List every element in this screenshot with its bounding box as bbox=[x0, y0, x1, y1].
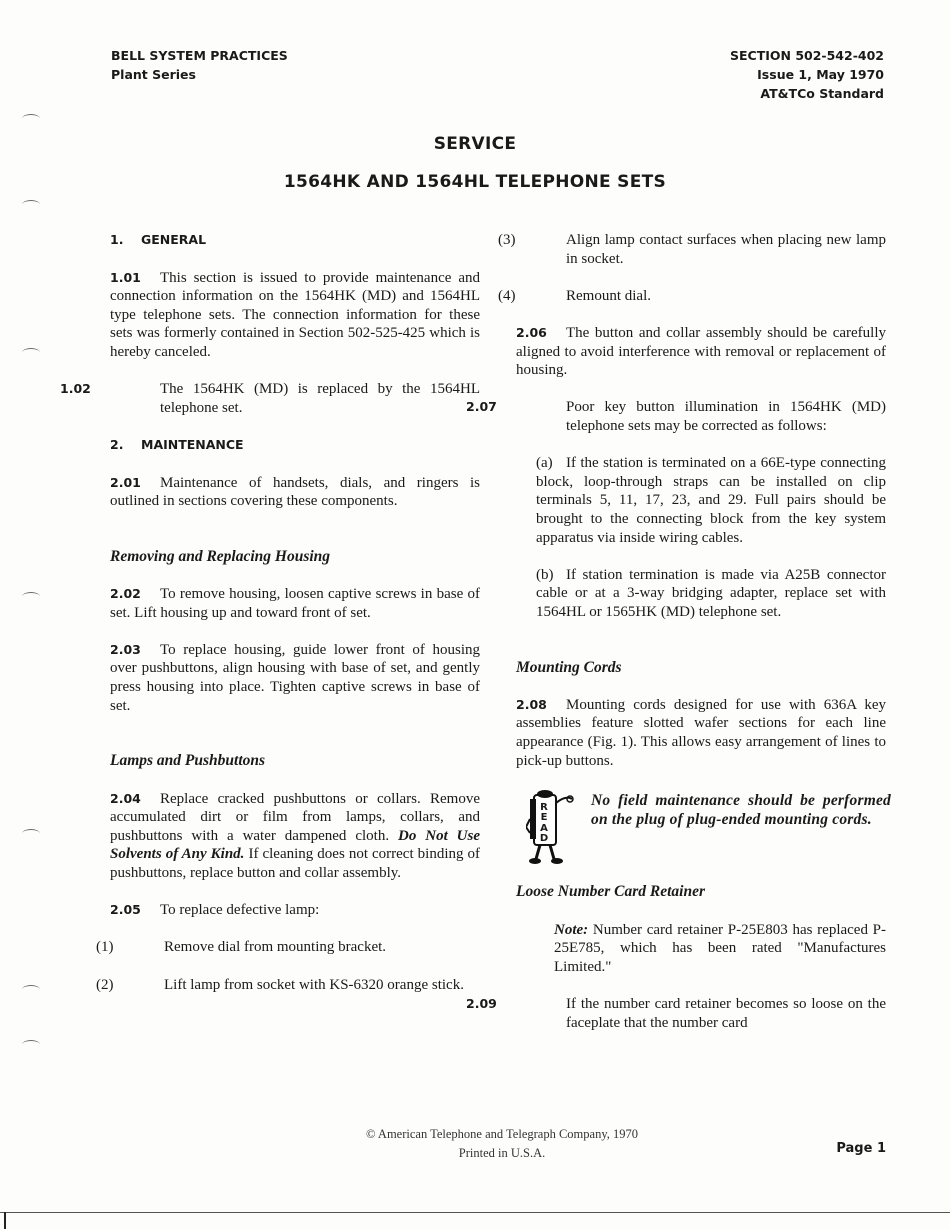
read-figure-icon bbox=[526, 789, 576, 865]
paragraph-number: 2.07 bbox=[466, 399, 497, 415]
margin-mark bbox=[22, 829, 40, 838]
read-notice-text: No field maintenance should be performed on the plug of plug-ended mounting cords. bbox=[591, 791, 891, 828]
footer bbox=[0, 1125, 950, 1163]
copyright: © American Telephone and Telegraph Company, 1970 bbox=[365, 1127, 639, 1141]
subheading-mounting: Mounting Cords bbox=[516, 658, 622, 676]
left-column bbox=[60, 231, 481, 1013]
paragraph-number: 1.01 bbox=[110, 269, 141, 285]
list-item-4: (4) Remount dial. bbox=[498, 287, 651, 304]
read-notice bbox=[516, 789, 891, 865]
list-item-a: (a) If the station is terminated on a 66E-type connecting block, loop-through straps can be installed on clip terminals 5, 11, 17, 23, and 29. Full pairs should be brought to the connecting block from the key system apparatus via inside wiring cables. bbox=[536, 455, 886, 546]
printed-in: Printed in U.S.A. bbox=[458, 1146, 546, 1160]
document-title: SERVICE bbox=[433, 134, 517, 154]
section-heading-maintenance: 2. MAINTENANCE bbox=[110, 436, 244, 452]
paragraph-number: 2.09 bbox=[466, 995, 497, 1011]
paragraph-1-02: 1.02 The 1564HK (MD) is replaced by the 1564HL telephone set. bbox=[60, 381, 480, 416]
section-number: SECTION 502-542-402 bbox=[730, 48, 884, 63]
note-label: Note: bbox=[554, 921, 589, 938]
margin-mark bbox=[22, 985, 40, 994]
list-item-1: (1) Remove dial from mounting bracket. bbox=[96, 939, 387, 956]
issue-date: Issue 1, May 1970 bbox=[757, 67, 884, 82]
page-number: Page 1 bbox=[836, 1141, 886, 1156]
subheading-loose-card: Loose Number Card Retainer bbox=[516, 883, 706, 901]
list-item-2: (2) Lift lamp from socket with KS-6320 orange stick. bbox=[96, 976, 464, 993]
margin-mark bbox=[22, 348, 40, 357]
subheading-housing: Removing and Replacing Housing bbox=[110, 547, 331, 565]
paragraph-number: 2.02 bbox=[110, 586, 141, 602]
margin-mark bbox=[22, 592, 40, 601]
standard-label: AT&TCo Standard bbox=[760, 86, 884, 101]
paragraph-number: 2.04 bbox=[110, 790, 141, 806]
series-subtitle: Plant Series bbox=[111, 67, 196, 82]
paragraph-2-01: 2.01 Maintenance of handsets, dials, and ringers is outlined in sections covering these components. bbox=[110, 474, 480, 510]
right-column bbox=[466, 231, 891, 1051]
warning-emphasis: Do Not Use Solvents of Any Kind. bbox=[110, 827, 480, 863]
subheading-lamps: Lamps and Pushbuttons bbox=[110, 752, 266, 770]
paragraph-number: 2.01 bbox=[110, 474, 141, 490]
bottom-rule bbox=[0, 1212, 950, 1213]
section-heading-general: 1. GENERAL bbox=[110, 232, 207, 247]
paragraph-2-03: 2.03 To replace housing, guide lower front of housing over pushbuttons, align housing with base of set, and gently press housing into place. Tighten captive screws in base of set. bbox=[110, 641, 481, 714]
paragraph-2-02: 2.02 To remove housing, loosen captive screws in base of set. Lift housing up and toward front of set. bbox=[110, 586, 480, 621]
document-subtitle: 1564HK AND 1564HL TELEPHONE SETS bbox=[283, 172, 667, 192]
paragraph-number: 2.03 bbox=[110, 641, 141, 657]
list-item-b: (b) If station termination is made via A25B connector cable or at a 3-way bridging adapter, replace set with 1564HL or 1565HK (MD) telephone set. bbox=[536, 566, 886, 620]
margin-mark bbox=[22, 200, 40, 209]
paragraph-2-04: 2.04 Replace cracked pushbuttons or collars. Remove accumulated dirt or film from lamps, collars, and pushbuttons with a water dampened cloth. Do Not Use Solvents of Any Kind. If cleaning does not correct binding of pushbuttons, replace button and collar assembly. bbox=[110, 790, 481, 881]
paragraph-number: 1.02 bbox=[60, 381, 91, 397]
read-letters: READ bbox=[539, 801, 549, 845]
series-title: BELL SYSTEM PRACTICES bbox=[111, 48, 288, 63]
paragraph-2-09: 2.09 If the number card retainer becomes so loose on the faceplate that the number card bbox=[466, 995, 886, 1031]
paragraph-2-05: 2.05 To replace defective lamp: bbox=[110, 902, 320, 919]
paragraph-number: 2.08 bbox=[516, 696, 547, 712]
paragraph-number: 2.05 bbox=[110, 902, 141, 918]
header-right bbox=[730, 46, 884, 103]
header-left bbox=[111, 46, 288, 84]
paragraph-1-01: 1.01 This section is issued to provide maintenance and connection information on the 1564HK (MD) and 1564HL type telephone sets. The connection information for these sets was formerly contained in Section 502-525-425 which is hereby canceled. bbox=[110, 269, 480, 360]
paragraph-2-07: 2.07 Poor key button illumination in 1564HK (MD) telephone sets may be corrected as follows: bbox=[466, 399, 886, 434]
paragraph-number: 2.06 bbox=[516, 324, 547, 340]
paragraph-2-08: 2.08 Mounting cords designed for use with 636A key assemblies feature slotted wafer sections for each line appearance (Fig. 1). This allows easy arrangement of lines to pick-up buttons. bbox=[516, 696, 887, 769]
list-item-3: (3) Align lamp contact surfaces when placing new lamp in socket. bbox=[498, 232, 886, 267]
note: Note: Number card retainer P-25E803 has replaced P-25E785, which has been rated "Manufactures Limited." bbox=[554, 921, 887, 975]
bottom-corner-mark bbox=[4, 1212, 6, 1229]
paragraph-2-06: 2.06 The button and collar assembly should be carefully aligned to avoid interference with removal or replacement of housing. bbox=[516, 324, 886, 379]
margin-mark bbox=[22, 114, 40, 123]
margin-mark bbox=[22, 1040, 40, 1049]
